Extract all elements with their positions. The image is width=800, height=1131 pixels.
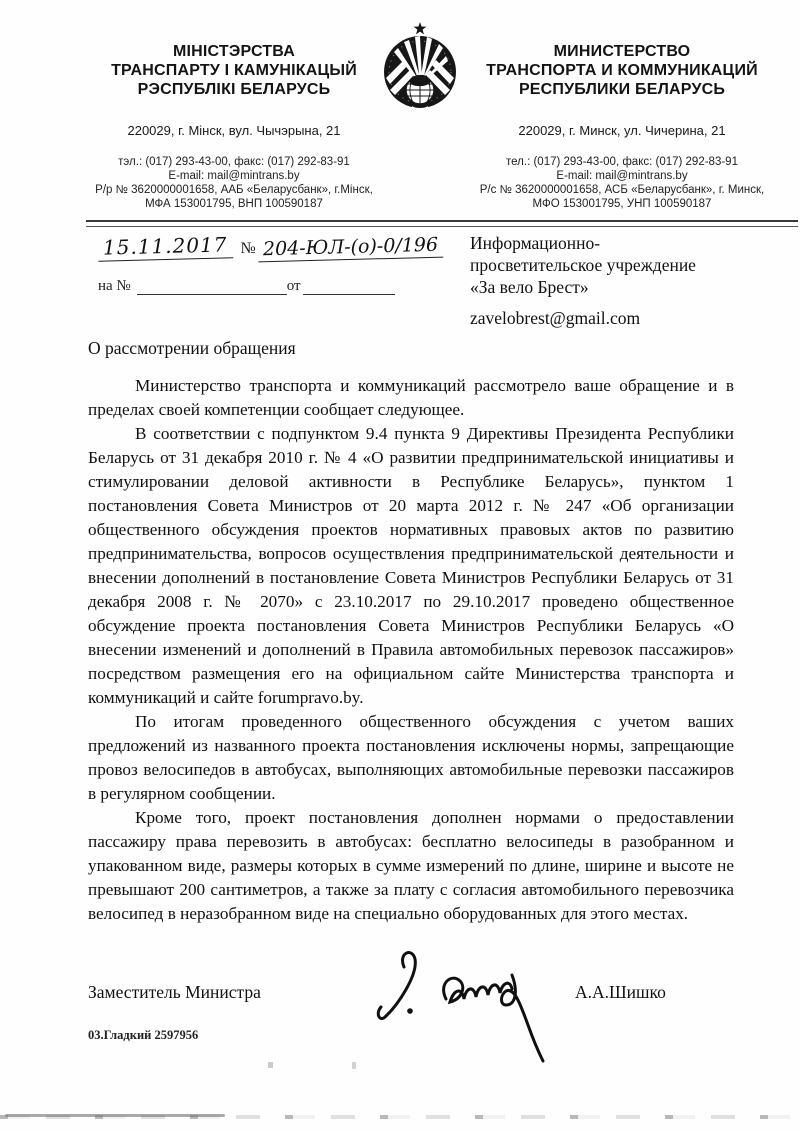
letter-subject: О рассмотрении обращения — [88, 338, 296, 358]
body-paragraph-3: По итогам проведенного общественного обсуждения с учетом ваших предложений из названного проекта постановления исключены нормы, запрещающие провоз велосипедов в автобусах, выполняющих автомобильные перевозки пассажиров в регулярном сообщении. — [88, 712, 734, 803]
ministry-title-by-line3: РЭСПУБЛІКІ БЕЛАРУСЬ — [137, 81, 331, 98]
body-paragraph-4: Кроме того, проект постановления дополнен нормами о предоставлении пассажиру права перевозить в автобусах: бесплатно велосипеды в разобранном и упакованном виде, размеры которых в сумме измерений по длине, ширине и высоте не превышают 200 сантиметров, а также за плату с согласия автомобильного перевозчика велосипед в неразобранном виде на специально оборудованных для этого местах. — [88, 808, 734, 923]
scan-edge-noise-dark — [5, 1114, 225, 1117]
ministry-title-by-line1: МІНІСТЭРСТВА — [172, 43, 295, 60]
incoming-ref-line — [98, 278, 398, 295]
handwritten-signature-icon — [352, 933, 564, 1065]
outgoing-ref-line — [98, 232, 439, 261]
recipient-email: zavelobrest@gmail.com — [470, 308, 641, 328]
ministry-title-ru-line3: РЕСПУБЛИКИ БЕЛАРУСЬ — [518, 81, 726, 98]
letter-body — [88, 374, 734, 926]
ministry-title-by-line2: ТРАНСПАРТУ І КАМУНІКАЦЫЙ — [111, 62, 357, 79]
reference-block — [98, 232, 439, 295]
executor-footer-note: 03.Гладкий 2597956 — [88, 1028, 199, 1042]
bank-codes-ru: МФО 153001795, УНП 100590187 — [532, 198, 712, 210]
letterhead-belarusian — [78, 42, 390, 211]
belarus-coat-of-arms-icon — [384, 22, 456, 114]
number-sign-label: № — [240, 240, 256, 257]
phone-fax-by: тэл.: (017) 293-43-00, факс: (017) 292-83-91 — [118, 156, 350, 168]
reply-from-label: от — [286, 278, 301, 294]
bank-account-ru: Р/с № 3620000001658, АСБ «Беларусбанк», г. Минск, — [479, 184, 765, 196]
signer-name: А.А.Шишко — [575, 982, 666, 1002]
reply-to-label: на № — [98, 278, 131, 294]
scan-speck — [268, 1062, 273, 1068]
ministry-contacts-by — [78, 155, 390, 211]
body-paragraph-1: Министерство транспорта и коммуникаций рассмотрело ваше обращение и в пределах своей компетенции сообщает следующее. — [88, 376, 734, 419]
ministry-contacts-ru — [452, 155, 792, 211]
handwritten-ref-number: 204-ЮЛ-(о)-0/196 — [257, 234, 443, 263]
bank-codes-by: МФА 153001795, ВНП 100590187 — [145, 198, 323, 210]
letterhead-divider-rule — [86, 220, 798, 227]
recipient-name-line3: «За вело Брест» — [470, 277, 589, 297]
bank-account-by: Р/р № 3620000001658, ААБ «Беларусбанк», г.Мінск, — [95, 184, 373, 196]
scan-speck — [352, 1062, 356, 1069]
recipient-block — [470, 232, 780, 329]
ministry-address-ru: 220029, г. Минск, ул. Чичерина, 21 — [518, 123, 726, 138]
ministry-title-ru-line1: МИНИСТЕРСТВО — [553, 43, 691, 60]
phone-fax-ru: тел.: (017) 293-43-00, факс: (017) 292-83-91 — [506, 156, 738, 168]
ministry-title-ru-line2: ТРАНСПОРТА И КОММУНИКАЦИЙ — [486, 62, 758, 79]
ministry-title-ru — [452, 42, 792, 99]
body-paragraph-2: В соответствии с подпунктом 9.4 пункта 9 Директивы Президента Республики Беларусь от 31 декабря 2010 г. № 4 «О развитии предпринимательской инициативы и стимулировании деловой активности в Республике Беларусь», пунктом 1 постановления Совета Министров от 20 марта 2012 г. № 247 «Об организации общественного обсуждения проектов нормативных правовых актов по развитию предпринимательства, вопросов осуществления предпринимательской деятельности и внесении дополнений в постановление Совета Министров Республики Беларусь от 31 декабря 2008 г. № 2070» с 23.10.2017 по 29.10.2017 проведено общественное обсуждение проекта постановления Совета Министров Республики Беларусь «О внесении изменений и дополнений в Правила автомобильных перевозок пассажиров» посредством размещения его на официальном сайте Министерства транспорта и коммуникаций и сайте forumpravo.by. — [88, 424, 734, 707]
recipient-name-line1: Информационно- — [470, 233, 601, 253]
letterhead-russian — [452, 42, 792, 211]
email-ru: E-mail: mail@mintrans.by — [556, 170, 688, 182]
handwritten-date: 15.11.2017 — [98, 232, 233, 262]
reply-date-blank — [303, 280, 395, 295]
signer-position-title: Заместитель Министра — [88, 982, 261, 1002]
email-by: E-mail: mail@mintrans.by — [168, 170, 300, 182]
recipient-name-line2: просветительское учреждение — [470, 255, 696, 275]
ministry-title-by — [78, 42, 390, 99]
ministry-address-by: 220029, г. Мінск, вул. Чычэрына, 21 — [127, 123, 341, 138]
reply-number-blank — [137, 280, 287, 295]
